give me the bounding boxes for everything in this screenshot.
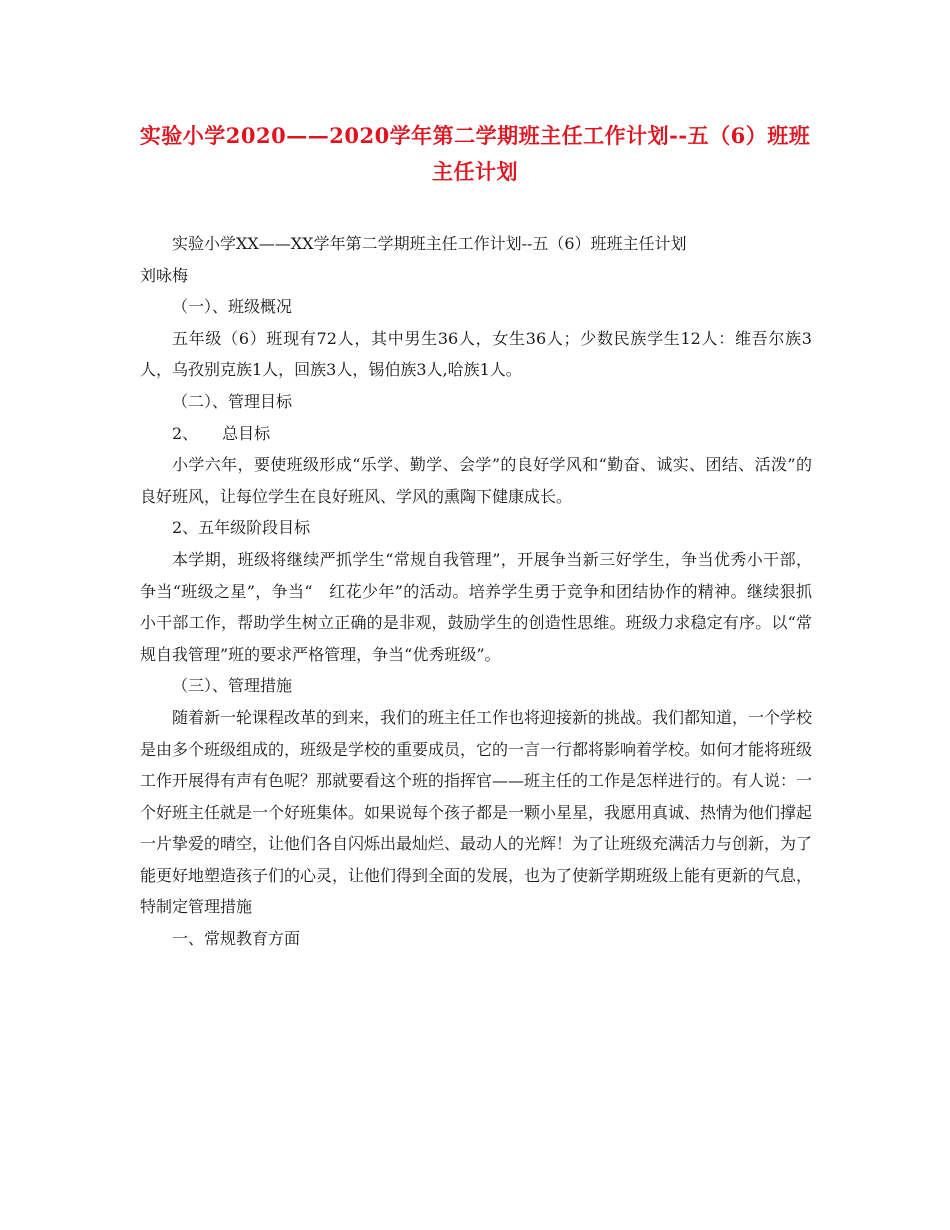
section-heading-class-overview: （一）、班级概况	[172, 297, 293, 317]
subheading-overall-goal: 2、 总目标	[172, 423, 271, 443]
body-heading-line: 实验小学XX——XX学年第二学期班主任工作计划--五（6）班班主任计划	[172, 234, 687, 253]
paragraph-management-measures: 随着新一轮课程改革的到来，我们的班主任工作也将迎接新的挑战。我们都知道，一个学校是由多个班级组成的，班级是学校的重要成员，它的一言一行都将影响着学校。如何才能将班级工作开展得有声有色呢？那就要看这个班的指挥官——班主任的工作是怎样进行的。有人说：一个好班主任就是一个好班集体。如果说每个孩子都是一颗小星星，我愿用真诚、热情为他们撑起一片挚爱的晴空，让他们各自闪烁出最灿烂、最动人的光辉！为了让班级充满活力与创新，为了能更好地塑造孩子们的心灵，让他们得到全面的发展，也为了使新学期班级上能有更新的气息，特制定管理措施	[140, 707, 813, 917]
author-name: 刘咏梅	[140, 265, 189, 285]
paragraph-overall-goal: 小学六年，要使班级形成“乐学、勤学、会学”的良好学风和“勤奋、诚实、团结、活泼”的良好班风，让每位学生在良好班风、学风的熏陶下健康成长。	[140, 455, 812, 506]
document-title: 实验小学2020——2020学年第二学期班主任工作计划--五（6）班班主任计划	[139, 123, 811, 184]
paragraph-stage-goal: 本学期，班级将继续严抓学生“常规自我管理”，开展争当新三好学生，争当优秀小干部，争当“班级之星”，争当“ 红花少年”的活动。培养学生勇于竞争和团结协作的精神。继续狠抓小干部工作，帮助学生树立正确的是非观，鼓励学生的创造性思维。班级力求稳定有序。以“常规自我管理”班的要求严格管理，争当“优秀班级”。	[140, 549, 812, 664]
subheading-stage-goal: 2、五年级阶段目标	[172, 518, 311, 538]
paragraph-class-overview: 五年级（6）班现有72人，其中男生36人，女生36人；少数民族学生12人：维吾尔族3人，乌孜别克族1人，回族3人，锡伯族3人,哈族1人。	[140, 328, 812, 380]
subheading-routine-education: 一、常规教育方面	[172, 929, 301, 949]
section-heading-management-goals: （二）、管理目标	[172, 391, 293, 411]
document-body	[140, 228, 812, 955]
section-heading-management-measures: （三）、管理措施	[172, 676, 293, 696]
